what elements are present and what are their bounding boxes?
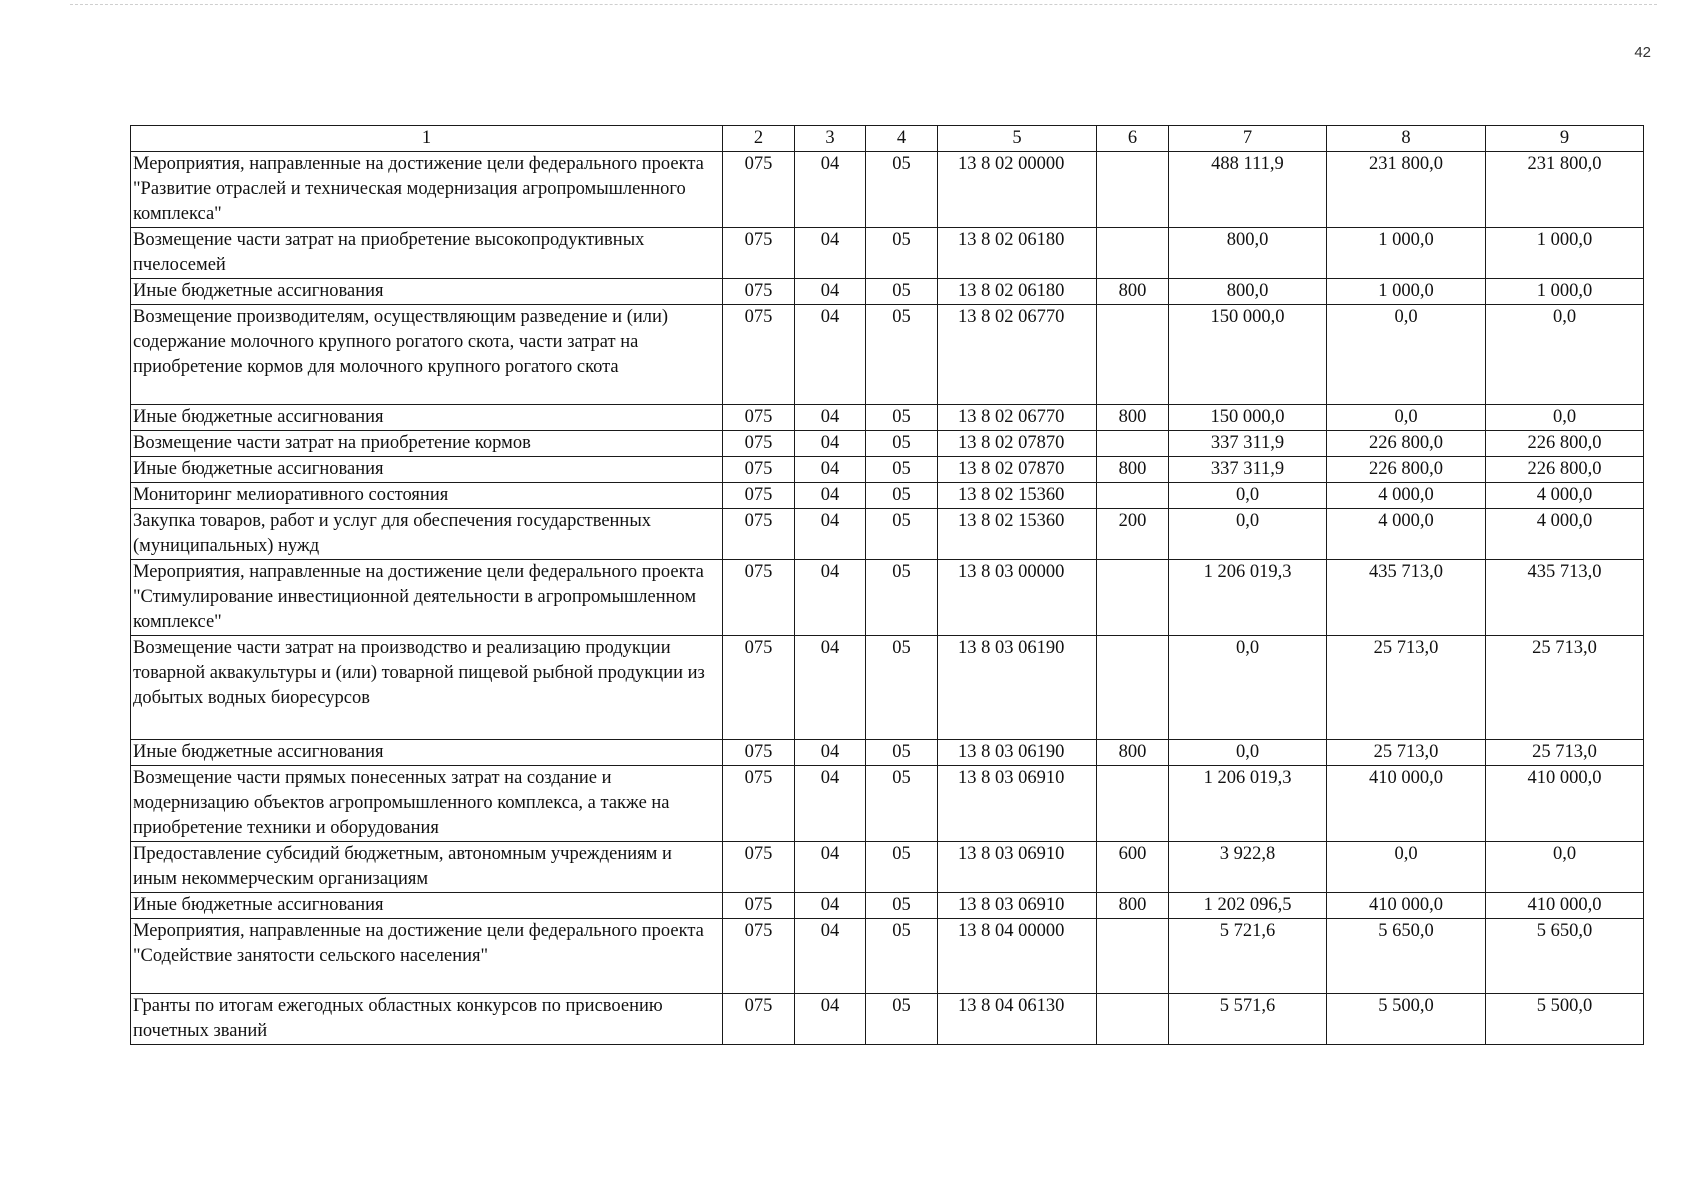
cell-amount-col7: 1 206 019,3 [1169, 766, 1327, 842]
cell-section: 04 [795, 152, 866, 228]
row-name: Мероприятия, направленные на достижение цели федерального проекта "Содействие занятости сельского населения" [131, 919, 723, 994]
cell-section: 04 [795, 842, 866, 893]
cell-target-article: 13 8 04 06130 [938, 994, 1097, 1045]
cell-expense-type: 600 [1097, 842, 1169, 893]
table-row [131, 457, 1644, 483]
cell-section: 04 [795, 483, 866, 509]
column-header: 6 [1097, 126, 1169, 152]
cell-expense-type: 800 [1097, 740, 1169, 766]
cell-amount-col9: 5 500,0 [1486, 994, 1644, 1045]
table-row [131, 766, 1644, 842]
cell-subsection: 05 [866, 509, 938, 560]
cell-expense-type [1097, 228, 1169, 279]
cell-section: 04 [795, 457, 866, 483]
cell-amount-col7: 800,0 [1169, 228, 1327, 279]
cell-amount-col7: 1 202 096,5 [1169, 893, 1327, 919]
cell-amount-col7: 800,0 [1169, 279, 1327, 305]
cell-amount-col8: 5 500,0 [1327, 994, 1486, 1045]
row-name: Возмещение части затрат на производство и реализацию продукции товарной аквакультуры и (или) товарной пищевой рыбной продукции из добытых водных биоресурсов [131, 636, 723, 740]
table-row [131, 483, 1644, 509]
cell-amount-col8: 0,0 [1327, 305, 1486, 405]
cell-target-article: 13 8 03 06190 [938, 740, 1097, 766]
table-header-row [131, 126, 1644, 152]
cell-section: 04 [795, 919, 866, 994]
cell-amount-col8: 435 713,0 [1327, 560, 1486, 636]
cell-amount-col9: 4 000,0 [1486, 509, 1644, 560]
cell-ministry-code: 075 [723, 457, 795, 483]
cell-subsection: 05 [866, 766, 938, 842]
table-row [131, 560, 1644, 636]
column-header: 9 [1486, 126, 1644, 152]
cell-amount-col7: 488 111,9 [1169, 152, 1327, 228]
cell-amount-col7: 0,0 [1169, 483, 1327, 509]
cell-amount-col8: 226 800,0 [1327, 431, 1486, 457]
cell-target-article: 13 8 02 15360 [938, 509, 1097, 560]
table-row [131, 919, 1644, 994]
cell-ministry-code: 075 [723, 994, 795, 1045]
cell-target-article: 13 8 02 00000 [938, 152, 1097, 228]
column-header: 8 [1327, 126, 1486, 152]
cell-amount-col8: 410 000,0 [1327, 766, 1486, 842]
table-row [131, 636, 1644, 740]
cell-amount-col7: 1 206 019,3 [1169, 560, 1327, 636]
cell-amount-col7: 3 922,8 [1169, 842, 1327, 893]
cell-section: 04 [795, 431, 866, 457]
cell-subsection: 05 [866, 842, 938, 893]
cell-expense-type: 800 [1097, 457, 1169, 483]
cell-subsection: 05 [866, 636, 938, 740]
cell-target-article: 13 8 02 07870 [938, 457, 1097, 483]
row-name: Мероприятия, направленные на достижение цели федерального проекта "Стимулирование инвестиционной деятельности в агропромышленном комплексе" [131, 560, 723, 636]
cell-ministry-code: 075 [723, 919, 795, 994]
cell-amount-col8: 226 800,0 [1327, 457, 1486, 483]
cell-subsection: 05 [866, 152, 938, 228]
cell-target-article: 13 8 04 00000 [938, 919, 1097, 994]
cell-expense-type [1097, 483, 1169, 509]
page-number: 42 [1634, 44, 1651, 61]
cell-ministry-code: 075 [723, 636, 795, 740]
cell-ministry-code: 075 [723, 509, 795, 560]
cell-amount-col9: 4 000,0 [1486, 483, 1644, 509]
row-name: Иные бюджетные ассигнования [131, 279, 723, 305]
cell-target-article: 13 8 03 06910 [938, 766, 1097, 842]
cell-expense-type [1097, 994, 1169, 1045]
cell-amount-col9: 0,0 [1486, 305, 1644, 405]
cell-subsection: 05 [866, 305, 938, 405]
cell-subsection: 05 [866, 279, 938, 305]
cell-amount-col9: 226 800,0 [1486, 457, 1644, 483]
table-row [131, 152, 1644, 228]
cell-section: 04 [795, 509, 866, 560]
cell-amount-col7: 5 571,6 [1169, 994, 1327, 1045]
cell-expense-type: 800 [1097, 405, 1169, 431]
row-name: Мониторинг мелиоративного состояния [131, 483, 723, 509]
cell-expense-type [1097, 152, 1169, 228]
table-row [131, 405, 1644, 431]
cell-amount-col9: 231 800,0 [1486, 152, 1644, 228]
cell-amount-col9: 410 000,0 [1486, 893, 1644, 919]
cell-expense-type [1097, 431, 1169, 457]
cell-subsection: 05 [866, 228, 938, 279]
cell-section: 04 [795, 766, 866, 842]
row-name: Иные бюджетные ассигнования [131, 893, 723, 919]
cell-subsection: 05 [866, 994, 938, 1045]
row-name: Возмещение части прямых понесенных затрат на создание и модернизацию объектов агропромышленного комплекса, а также на приобретение техники и оборудования [131, 766, 723, 842]
cell-ministry-code: 075 [723, 842, 795, 893]
table-row [131, 431, 1644, 457]
cell-target-article: 13 8 03 06910 [938, 842, 1097, 893]
cell-amount-col8: 410 000,0 [1327, 893, 1486, 919]
cell-ministry-code: 075 [723, 152, 795, 228]
table-row [131, 279, 1644, 305]
cell-ministry-code: 075 [723, 893, 795, 919]
cell-target-article: 13 8 02 06770 [938, 305, 1097, 405]
cell-amount-col8: 231 800,0 [1327, 152, 1486, 228]
cell-amount-col9: 5 650,0 [1486, 919, 1644, 994]
cell-subsection: 05 [866, 740, 938, 766]
table-row [131, 305, 1644, 405]
table-body [131, 152, 1644, 1045]
cell-ministry-code: 075 [723, 305, 795, 405]
cell-target-article: 13 8 02 06770 [938, 405, 1097, 431]
cell-section: 04 [795, 740, 866, 766]
table-row [131, 228, 1644, 279]
cell-subsection: 05 [866, 457, 938, 483]
cell-target-article: 13 8 02 07870 [938, 431, 1097, 457]
column-header: 7 [1169, 126, 1327, 152]
cell-section: 04 [795, 228, 866, 279]
cell-amount-col7: 0,0 [1169, 509, 1327, 560]
cell-ministry-code: 075 [723, 279, 795, 305]
cell-amount-col8: 25 713,0 [1327, 740, 1486, 766]
row-name: Гранты по итогам ежегодных областных конкурсов по присвоению почетных званий [131, 994, 723, 1045]
cell-amount-col8: 1 000,0 [1327, 228, 1486, 279]
cell-section: 04 [795, 405, 866, 431]
cell-ministry-code: 075 [723, 483, 795, 509]
column-header: 4 [866, 126, 938, 152]
table-row [131, 509, 1644, 560]
row-name: Иные бюджетные ассигнования [131, 457, 723, 483]
cell-amount-col7: 0,0 [1169, 740, 1327, 766]
cell-amount-col9: 410 000,0 [1486, 766, 1644, 842]
column-header: 3 [795, 126, 866, 152]
cell-target-article: 13 8 03 06910 [938, 893, 1097, 919]
table-row [131, 893, 1644, 919]
cell-section: 04 [795, 279, 866, 305]
cell-amount-col7: 0,0 [1169, 636, 1327, 740]
cell-ministry-code: 075 [723, 431, 795, 457]
cell-amount-col9: 1 000,0 [1486, 279, 1644, 305]
budget-table [130, 125, 1644, 1045]
row-name: Иные бюджетные ассигнования [131, 405, 723, 431]
table-row [131, 842, 1644, 893]
cell-amount-col7: 337 311,9 [1169, 431, 1327, 457]
cell-amount-col7: 5 721,6 [1169, 919, 1327, 994]
cell-amount-col8: 0,0 [1327, 842, 1486, 893]
cell-subsection: 05 [866, 431, 938, 457]
cell-amount-col9: 226 800,0 [1486, 431, 1644, 457]
cell-amount-col7: 150 000,0 [1169, 305, 1327, 405]
cell-amount-col8: 1 000,0 [1327, 279, 1486, 305]
cell-amount-col9: 25 713,0 [1486, 740, 1644, 766]
cell-expense-type [1097, 560, 1169, 636]
cell-target-article: 13 8 02 06180 [938, 228, 1097, 279]
cell-subsection: 05 [866, 560, 938, 636]
cell-amount-col9: 1 000,0 [1486, 228, 1644, 279]
cell-ministry-code: 075 [723, 228, 795, 279]
cell-target-article: 13 8 03 06190 [938, 636, 1097, 740]
cell-section: 04 [795, 893, 866, 919]
cell-target-article: 13 8 03 00000 [938, 560, 1097, 636]
cell-ministry-code: 075 [723, 560, 795, 636]
cell-subsection: 05 [866, 893, 938, 919]
cell-subsection: 05 [866, 483, 938, 509]
cell-subsection: 05 [866, 405, 938, 431]
cell-ministry-code: 075 [723, 766, 795, 842]
column-header: 2 [723, 126, 795, 152]
cell-amount-col8: 25 713,0 [1327, 636, 1486, 740]
cell-expense-type [1097, 636, 1169, 740]
row-name: Возмещение производителям, осуществляющим разведение и (или) содержание молочного крупного рогатого скота, части затрат на приобретение кормов для молочного крупного рогатого скота [131, 305, 723, 405]
cell-subsection: 05 [866, 919, 938, 994]
cell-amount-col8: 5 650,0 [1327, 919, 1486, 994]
cell-amount-col9: 0,0 [1486, 405, 1644, 431]
row-name: Возмещение части затрат на приобретение кормов [131, 431, 723, 457]
cell-expense-type [1097, 766, 1169, 842]
cell-ministry-code: 075 [723, 405, 795, 431]
cell-amount-col7: 337 311,9 [1169, 457, 1327, 483]
row-name: Закупка товаров, работ и услуг для обеспечения государственных (муниципальных) нужд [131, 509, 723, 560]
row-name: Мероприятия, направленные на достижение цели федерального проекта "Развитие отраслей и техническая модернизация агропромышленного комплекса" [131, 152, 723, 228]
cell-expense-type [1097, 305, 1169, 405]
cell-expense-type: 800 [1097, 279, 1169, 305]
cell-target-article: 13 8 02 06180 [938, 279, 1097, 305]
cell-expense-type: 200 [1097, 509, 1169, 560]
cell-amount-col9: 25 713,0 [1486, 636, 1644, 740]
column-header: 1 [131, 126, 723, 152]
cell-section: 04 [795, 636, 866, 740]
row-name: Предоставление субсидий бюджетным, автономным учреждениям и иным некоммерческим организациям [131, 842, 723, 893]
cell-amount-col8: 0,0 [1327, 405, 1486, 431]
cell-amount-col8: 4 000,0 [1327, 509, 1486, 560]
column-header: 5 [938, 126, 1097, 152]
cell-amount-col9: 0,0 [1486, 842, 1644, 893]
cell-section: 04 [795, 560, 866, 636]
cell-amount-col9: 435 713,0 [1486, 560, 1644, 636]
cell-target-article: 13 8 02 15360 [938, 483, 1097, 509]
scan-edge-line [70, 4, 1657, 6]
cell-ministry-code: 075 [723, 740, 795, 766]
cell-amount-col8: 4 000,0 [1327, 483, 1486, 509]
cell-amount-col7: 150 000,0 [1169, 405, 1327, 431]
row-name: Возмещение части затрат на приобретение высокопродуктивных пчелосемей [131, 228, 723, 279]
cell-expense-type [1097, 919, 1169, 994]
cell-section: 04 [795, 305, 866, 405]
row-name: Иные бюджетные ассигнования [131, 740, 723, 766]
table-row [131, 994, 1644, 1045]
cell-section: 04 [795, 994, 866, 1045]
table-row [131, 740, 1644, 766]
cell-expense-type: 800 [1097, 893, 1169, 919]
